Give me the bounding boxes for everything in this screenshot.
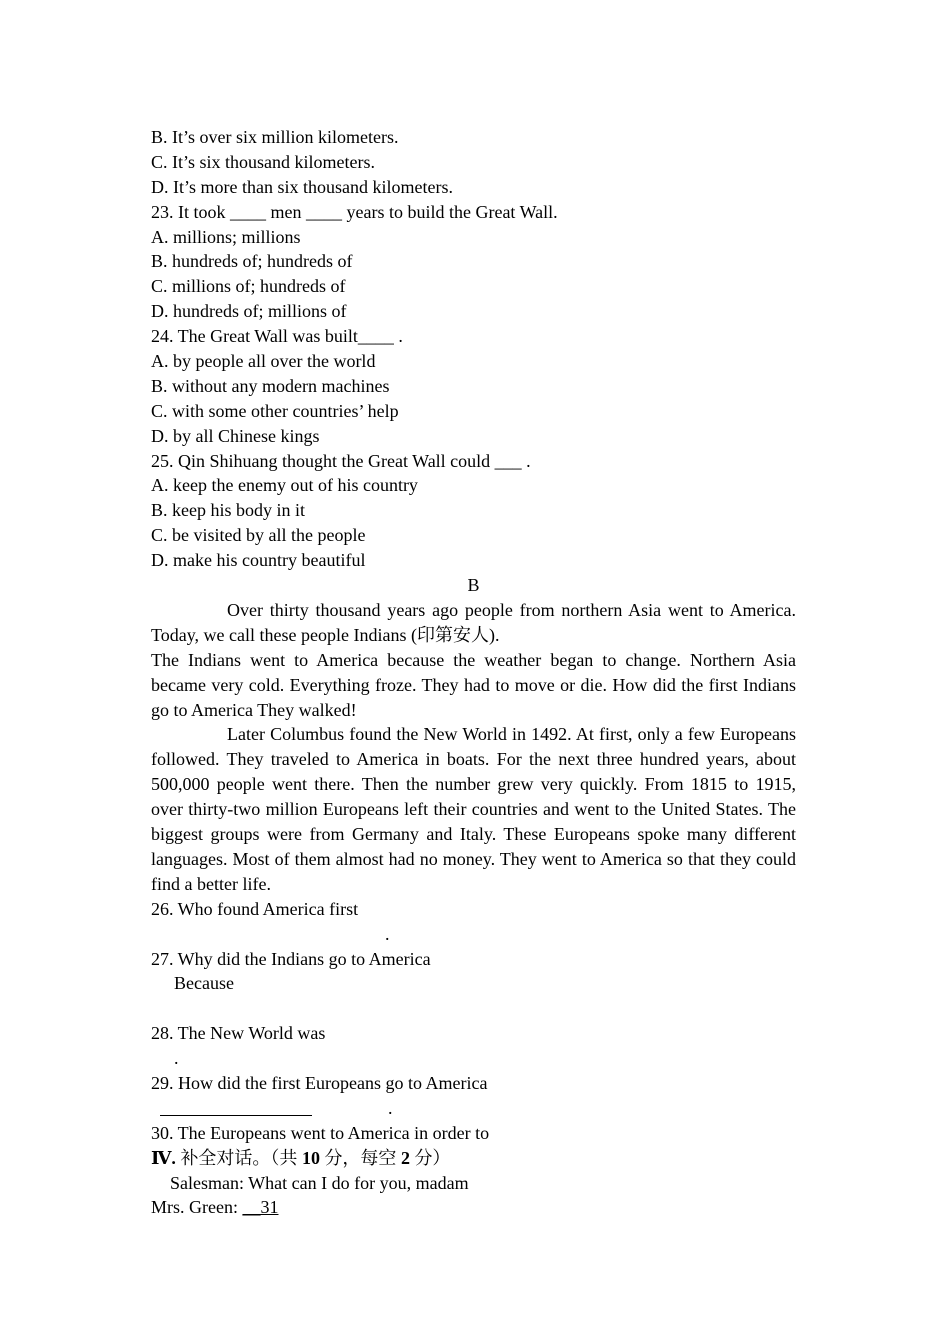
q23-question: 23. It took ____ men ____ years to build the Great Wall. — [151, 201, 558, 222]
q30-question: 30. The Europeans went to America in order to — [151, 1122, 490, 1143]
section-4-heading — [151, 1146, 796, 1171]
q23-option-d: D. hundreds of; millions of — [151, 301, 347, 322]
passage-b-paragraph-3: Later Columbus found the New World in 1492. At first, only a few Europeans followed. They traveled to America in boats. For the next three hundred years, about 500,000 people went there. Then the number grew very quickly. From 1815 to 1915, over thirty-two million Europeans left their countries and went to the United States. The biggest groups were from Germany and Italy. These Europeans spoke many different languages. Most of them almost had no money. They went to America so that they could find a better life. — [151, 724, 796, 894]
q27-because: Because — [174, 973, 234, 994]
q24-option-c: C. with some other countries’ help — [151, 400, 399, 421]
q24-question: 24. The Great Wall was built____ . — [151, 326, 403, 347]
q28-answer-dot: . — [174, 1048, 179, 1069]
q29-question: 29. How did the first Europeans go to America — [151, 1073, 488, 1094]
q23-option-b: B. hundreds of; hundreds of — [151, 251, 353, 272]
mrs-green-label: Mrs. Green: — [151, 1197, 243, 1218]
q23-option-a: A. millions; millions — [151, 226, 301, 247]
q28-question: 28. The New World was — [151, 1023, 326, 1044]
q26-question: 26. Who found America first — [151, 898, 359, 919]
section-4-points-total: 10 — [301, 1147, 320, 1168]
q26-answer-dot: . — [385, 923, 390, 944]
document-page — [151, 125, 796, 1220]
q25-option-c: C. be visited by all the people — [151, 525, 366, 546]
q22-option-d: D. It’s more than six thousand kilometers. — [151, 176, 453, 197]
section-4-title-c: 分） — [409, 1147, 451, 1168]
q28-answer-line — [151, 1046, 796, 1071]
q25-option-d: D. make his country beautiful — [151, 550, 366, 571]
q26-answer-line — [151, 922, 796, 947]
q23-option-c: C. millions of; hundreds of — [151, 276, 346, 297]
q27-blank-line — [151, 996, 796, 1021]
passage-b-paragraph-1: Over thirty thousand years ago people from northern Asia went to America. Today, we call these people Indians (印第安人). — [151, 599, 796, 645]
passage-b-paragraph-2: The Indians went to America because the weather began to change. Northern Asia became very cold. Everything froze. They had to move or die. How did the first Indians go to America They walked! — [151, 649, 796, 720]
q22-option-c: C. It’s six thousand kilometers. — [151, 151, 375, 172]
section-4-points-each: 2 — [400, 1147, 410, 1168]
section-4-title-b: 分，每空 — [319, 1147, 401, 1168]
q25-question: 25. Qin Shihuang thought the Great Wall could ___ . — [151, 450, 531, 471]
q29-answer-line — [151, 1096, 796, 1121]
q24-option-a: A. by people all over the world — [151, 351, 376, 372]
q22-option-b: B. It’s over six million kilometers. — [151, 127, 399, 147]
q24-option-d: D. by all Chinese kings — [151, 425, 320, 446]
section-4-roman: Ⅳ. — [151, 1147, 176, 1168]
q29-answer-blank — [160, 1097, 312, 1116]
passage-b-heading: B — [467, 575, 480, 596]
q24-option-b: B. without any modern machines — [151, 375, 390, 396]
q25-option-b: B. keep his body in it — [151, 500, 305, 521]
q25-option-a: A. keep the enemy out of his country — [151, 475, 418, 496]
section-4-title-a: 补全对话。（共 — [175, 1147, 302, 1168]
blank-31: __31 — [242, 1197, 279, 1218]
dialogue-salesman-line: Salesman: What can I do for you, madam — [170, 1172, 469, 1193]
q29-answer-dot: . — [388, 1097, 393, 1118]
dialogue-mrs-green-line — [151, 1195, 796, 1220]
q27-question: 27. Why did the Indians go to America — [151, 948, 431, 969]
